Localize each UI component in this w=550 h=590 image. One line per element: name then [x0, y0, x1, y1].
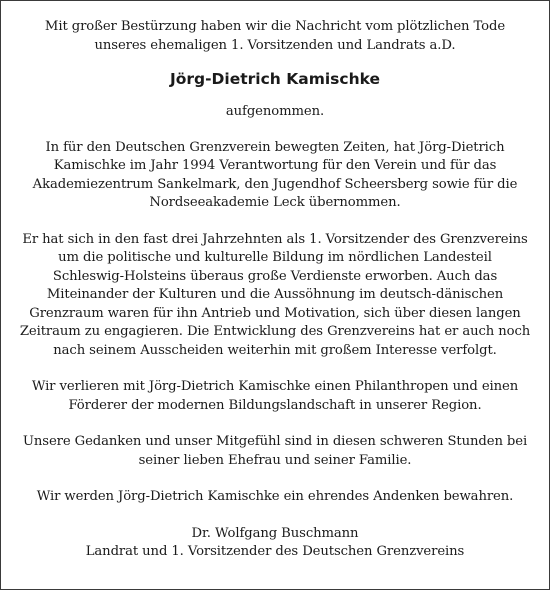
text-line: Wir werden Jörg-Dietrich Kamischke ein ehrendes Andenken bewahren.: [36, 489, 514, 504]
text-line: um die politische und kulturelle Bildung im nördlichen Landesteil: [58, 250, 492, 265]
paragraph-loss: [19, 378, 531, 415]
text-line: Grenzraum waren für ihn Antrieb und Motivation, sich über diesen langen: [29, 305, 521, 321]
text-line: Nordseeakademie Leck übernommen.: [149, 195, 401, 210]
text-line: unseres ehemaligen 1. Vorsitzenden und Landrats a.D.: [94, 37, 456, 53]
text-line: Mit großer Bestürzung haben wir die Nachricht vom plötzlichen Tode: [44, 19, 506, 34]
intro-paragraph: [19, 18, 531, 55]
paragraph-condolence: [19, 433, 531, 470]
received-text: [19, 103, 531, 122]
text-line: Er hat sich in den fast drei Jahrzehnten als 1. Vorsitzender des Grenzvereins: [22, 231, 528, 247]
signatory-title: Landrat und 1. Vorsitzender des Deutschen Grenzvereins: [85, 544, 465, 559]
text-line: Förderer der modernen Bildungslandschaft in unserer Region.: [68, 397, 482, 413]
signature-block: [19, 525, 531, 562]
text-line: Akademiezentrum Sankelmark, den Jugendhof Scheersberg sowie für die: [32, 176, 518, 192]
paragraph-history: [19, 139, 531, 213]
text-line: aufgenommen.: [225, 104, 325, 119]
text-line: nach seinem Ausscheiden weiterhin mit großem Interesse verfolgt.: [53, 342, 497, 358]
text-line: Wir verlieren mit Jörg-Dietrich Kamischke einen Philanthropen und einen: [31, 379, 519, 394]
paragraph-remembrance: [19, 488, 531, 507]
text-line: Schleswig-Holsteins überaus große Verdienste erworben. Auch das: [52, 268, 498, 284]
paragraph-merits: [19, 231, 531, 361]
text-line: seiner lieben Ehefrau und seiner Familie.: [138, 452, 412, 468]
text-line: Zeitraum zu engagieren. Die Entwicklung des Grenzvereins hat er auch noch: [19, 324, 531, 339]
signatory-name: Dr. Wolfgang Buschmann: [191, 525, 359, 541]
text-line: Unsere Gedanken und unser Mitgefühl sind in diesen schweren Stunden bei: [22, 434, 528, 449]
deceased-name: Jörg-Dietrich Kamischke: [169, 70, 381, 88]
text-line: Miteinander der Kulturen und die Aussöhnung im deutsch-dänischen: [46, 287, 504, 302]
text-line: In für den Deutschen Grenzverein bewegten Zeiten, hat Jörg-Dietrich: [45, 139, 505, 155]
text-line: Kamischke im Jahr 1994 Verantwortung für den Verein und für das: [53, 158, 497, 173]
